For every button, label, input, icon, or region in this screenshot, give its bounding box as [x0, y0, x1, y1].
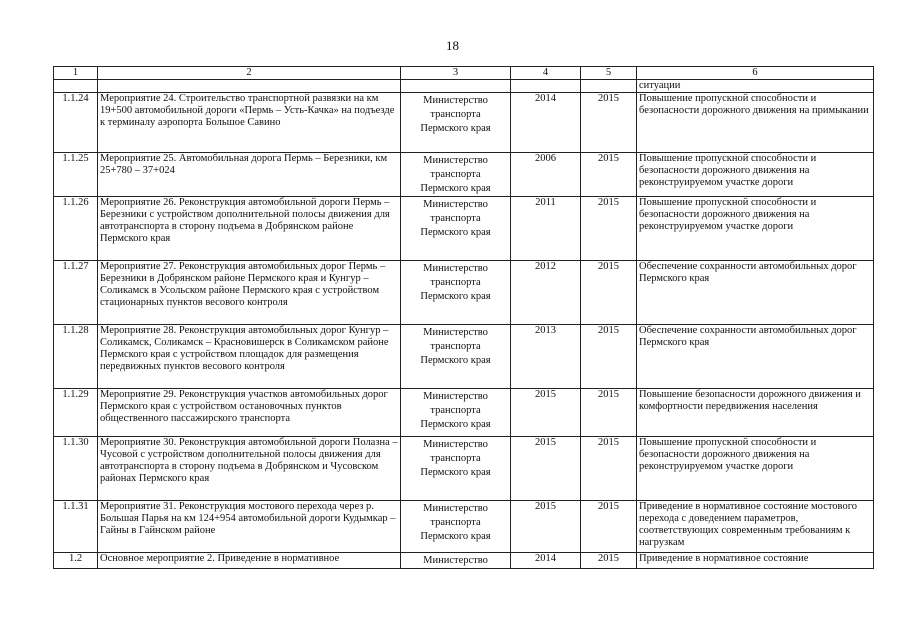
end-year-cell: 2015: [581, 197, 637, 261]
end-year-cell: 2015: [581, 437, 637, 501]
measure-name-cell: Мероприятие 25. Автомобильная дорога Пермь – Березники, км 25+780 – 37+024: [98, 153, 401, 197]
responsible-line: Министерство: [423, 439, 488, 450]
measure-name-cell: Мероприятие 28. Реконструкция автомобильных дорог Кунгур – Соликамск, Соликамск – Красновишерск в Соликамском районе Пермского края с устройством площадок для размещения передвижных пунктов весового контроля: [98, 325, 401, 389]
responsible-cell: [401, 93, 511, 153]
row-number-cell: 1.1.29: [54, 389, 98, 437]
start-year-cell: 2014: [511, 93, 581, 153]
table-row: [54, 501, 874, 553]
measure-name-cell: Мероприятие 26. Реконструкция автомобильной дороги Пермь – Березники с устройством дополнительной полосы движения для автотранспорта в сторону подъема в Добрянском районе Пермского края: [98, 197, 401, 261]
responsible-line: Пермского края: [420, 355, 491, 366]
end-year-cell: 2015: [581, 261, 637, 325]
responsible-cell: [401, 389, 511, 437]
responsible-line: Пермского края: [420, 467, 491, 478]
row-number-cell: 1.1.31: [54, 501, 98, 553]
result-cell: Приведение в нормативное состояние мостового перехода с доведением параметров, соответствующих современным требованиям к нагрузкам: [637, 501, 874, 553]
responsible-line: транспорта: [430, 453, 481, 464]
table-row: [54, 153, 874, 197]
start-year-cell: 2006: [511, 153, 581, 197]
responsible-line: Министерство: [423, 555, 488, 566]
end-year-cell: 2015: [581, 501, 637, 553]
responsible-line: Пермского края: [420, 419, 491, 430]
measure-name-cell: Мероприятие 29. Реконструкция участков автомобильных дорог Пермского края с устройством остановочных пунктов общественного пассажирского транспорта: [98, 389, 401, 437]
responsible-line: Пермского края: [420, 183, 491, 194]
result-cell: ситуации: [637, 80, 874, 93]
responsible-line: Министерство: [423, 95, 488, 106]
table-row: [54, 197, 874, 261]
responsible-line: Министерство: [423, 391, 488, 402]
end-year-cell: 2015: [581, 93, 637, 153]
result-cell: Повышение пропускной способности и безопасности дорожного движения на реконструируемом участке дороги: [637, 437, 874, 501]
table-row: [54, 325, 874, 389]
start-year-cell: 2011: [511, 197, 581, 261]
result-cell: Приведение в нормативное состояние: [637, 553, 874, 569]
end-year-cell: 2015: [581, 153, 637, 197]
column-header: 5: [581, 67, 637, 80]
responsible-line: транспорта: [430, 277, 481, 288]
result-cell: Повышение пропускной способности и безопасности дорожного движения на реконструируемом участке дороги: [637, 153, 874, 197]
table-row: [54, 261, 874, 325]
start-year-cell: 2015: [511, 501, 581, 553]
responsible-cell: [401, 501, 511, 553]
responsible-line: Министерство: [423, 327, 488, 338]
end-year-cell: 2015: [581, 389, 637, 437]
responsible-line: Пермского края: [420, 291, 491, 302]
responsible-cell: [401, 553, 511, 569]
end-year-cell: 2015: [581, 325, 637, 389]
row-number-cell: 1.2: [54, 553, 98, 569]
measure-name-cell: Основное мероприятие 2. Приведение в нормативное: [98, 553, 401, 569]
start-year-cell: 2013: [511, 325, 581, 389]
row-number-cell: 1.1.28: [54, 325, 98, 389]
start-year-cell: 2012: [511, 261, 581, 325]
column-header: 1: [54, 67, 98, 80]
column-header: 2: [98, 67, 401, 80]
responsible-line: транспорта: [430, 213, 481, 224]
end-year-cell: 2015: [581, 553, 637, 569]
measure-name-cell: Мероприятие 31. Реконструкция мостового перехода через р. Большая Парья на км 124+954 автомобильной дороги Кудымкар – Гайны в Гайнском районе: [98, 501, 401, 553]
responsible-line: Министерство: [423, 199, 488, 210]
responsible-line: Пермского края: [420, 123, 491, 134]
column-number-row: [54, 67, 874, 80]
responsible-cell: [401, 437, 511, 501]
measure-name-cell: Мероприятие 30. Реконструкция автомобильной дороги Полазна – Чусовой с устройством дополнительной полосы движения для автотранспорта в сторону подъема в Добрянском и Чусовском районах Пермского края: [98, 437, 401, 501]
responsible-line: транспорта: [430, 341, 481, 352]
result-cell: Обеспечение сохранности автомобильных дорог Пермского края: [637, 325, 874, 389]
responsible-line: Министерство: [423, 263, 488, 274]
responsible-cell: [401, 197, 511, 261]
table-row: [54, 93, 874, 153]
continuation-row: [54, 80, 874, 93]
page-number: 18: [446, 38, 459, 53]
start-year-cell: 2015: [511, 437, 581, 501]
row-number-cell: 1.1.30: [54, 437, 98, 501]
responsible-line: Пермского края: [420, 227, 491, 238]
responsible-line: транспорта: [430, 169, 481, 180]
result-cell: Повышение пропускной способности и безопасности дорожного движения на реконструируемом участке дороги: [637, 197, 874, 261]
start-year-cell: 2015: [511, 389, 581, 437]
table-row: [54, 389, 874, 437]
responsible-line: транспорта: [430, 517, 481, 528]
measure-name-cell: Мероприятие 27. Реконструкция автомобильных дорог Пермь – Березники в Добрянском районе Пермского края и Кунгур – Соликамск в Усольском районе Пермского края с устройством стационарных пунктов весового контроля: [98, 261, 401, 325]
responsible-line: Министерство: [423, 503, 488, 514]
responsible-line: Пермского края: [420, 531, 491, 542]
responsible-cell: [401, 325, 511, 389]
column-header: 6: [637, 67, 874, 80]
responsible-line: транспорта: [430, 405, 481, 416]
responsible-line: транспорта: [430, 109, 481, 120]
responsible-cell: [401, 153, 511, 197]
result-cell: Повышение пропускной способности и безопасности дорожного движения на примыкании: [637, 93, 874, 153]
start-year-cell: 2014: [511, 553, 581, 569]
row-number-cell: 1.1.25: [54, 153, 98, 197]
row-number-cell: 1.1.24: [54, 93, 98, 153]
responsible-line: Министерство: [423, 155, 488, 166]
measure-name-cell: Мероприятие 24. Строительство транспортной развязки на км 19+500 автомобильной дороги «Пермь – Усть-Качка» на подъезде к терминалу аэропорта Большое Савино: [98, 93, 401, 153]
column-header: 4: [511, 67, 581, 80]
row-number-cell: 1.1.26: [54, 197, 98, 261]
measures-table: [53, 66, 874, 569]
table-row: [54, 553, 874, 569]
result-cell: Повышение безопасности дорожного движения и комфортности передвижения населения: [637, 389, 874, 437]
result-cell: Обеспечение сохранности автомобильных дорог Пермского края: [637, 261, 874, 325]
column-header: 3: [401, 67, 511, 80]
responsible-cell: [401, 261, 511, 325]
table-row: [54, 437, 874, 501]
row-number-cell: 1.1.27: [54, 261, 98, 325]
